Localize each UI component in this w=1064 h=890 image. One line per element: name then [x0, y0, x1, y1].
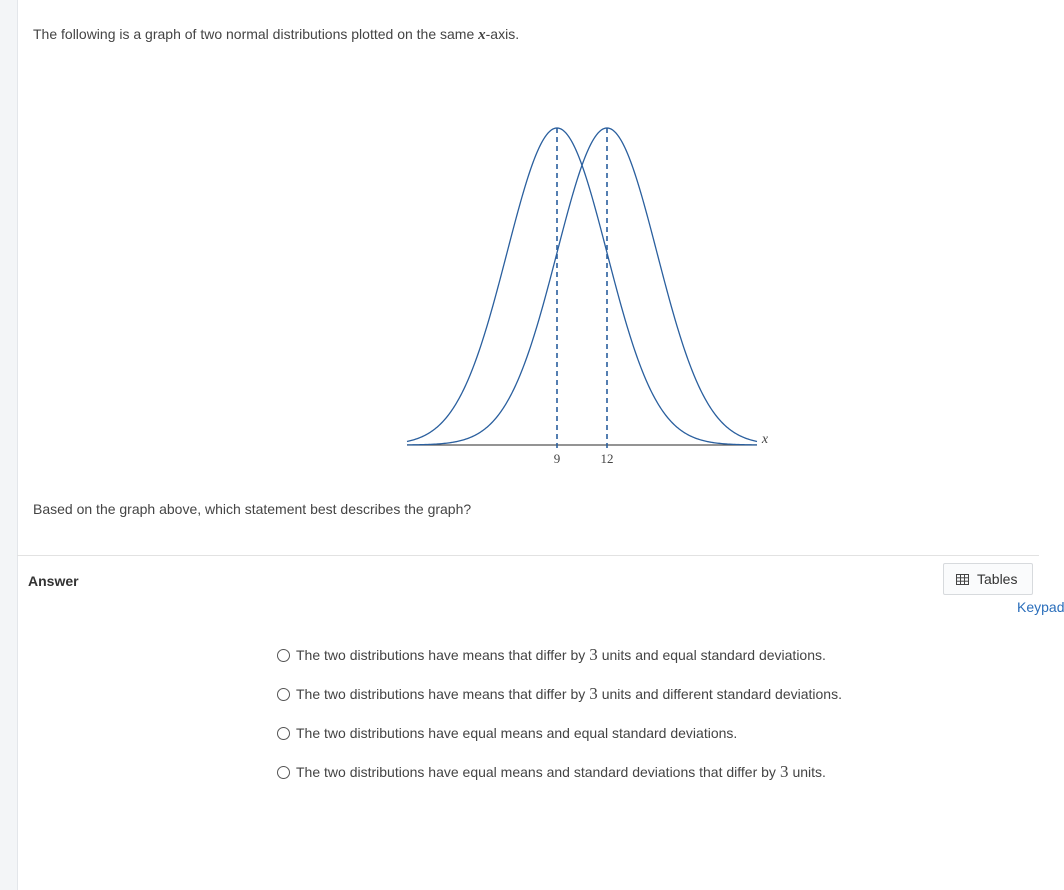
table-icon [956, 574, 969, 585]
tables-button[interactable] [943, 563, 1033, 595]
answer-option-2[interactable] [277, 682, 842, 706]
x-axis-label: x [761, 432, 769, 447]
option-number: 3 [779, 762, 789, 781]
answer-label: Answer [28, 573, 79, 589]
normal-distributions-graph [400, 115, 780, 475]
answer-option-3[interactable] [277, 721, 842, 745]
question-text [33, 26, 519, 44]
option-text: units and equal standard deviations. [601, 647, 826, 663]
x-variable: x [478, 27, 486, 43]
option-text: The two distributions have equal means and equal standard deviations. [296, 725, 738, 741]
tables-button-label: Tables [977, 571, 1018, 587]
left-gutter [0, 0, 18, 890]
divider [17, 555, 1039, 556]
prompt-text: Based on the graph above, which statement best describes the graph? [33, 501, 472, 517]
tick-label-9: 9 [553, 451, 561, 466]
radio-button[interactable] [277, 766, 290, 779]
answer-options [277, 643, 842, 799]
radio-button[interactable] [277, 688, 290, 701]
question-text-part: The following is a graph of two normal distributions plotted on the same [33, 26, 479, 42]
option-text: The two distributions have means that differ by [296, 647, 586, 663]
option-number: 3 [589, 684, 598, 703]
radio-button[interactable] [277, 649, 290, 662]
option-number: 3 [589, 645, 598, 664]
option-text: units and different standard deviations. [601, 686, 842, 702]
tick-label-12: 12 [600, 451, 614, 466]
option-text: The two distributions have equal means and standard deviations that differ by [296, 764, 776, 780]
keypad-link[interactable]: Keypad [1017, 599, 1064, 615]
answer-option-1[interactable] [277, 643, 842, 667]
answer-option-4[interactable] [277, 760, 842, 784]
radio-button[interactable] [277, 727, 290, 740]
option-text: units. [792, 764, 826, 780]
option-text: The two distributions have means that differ by [296, 686, 586, 702]
question-text-part: -axis. [485, 26, 520, 42]
